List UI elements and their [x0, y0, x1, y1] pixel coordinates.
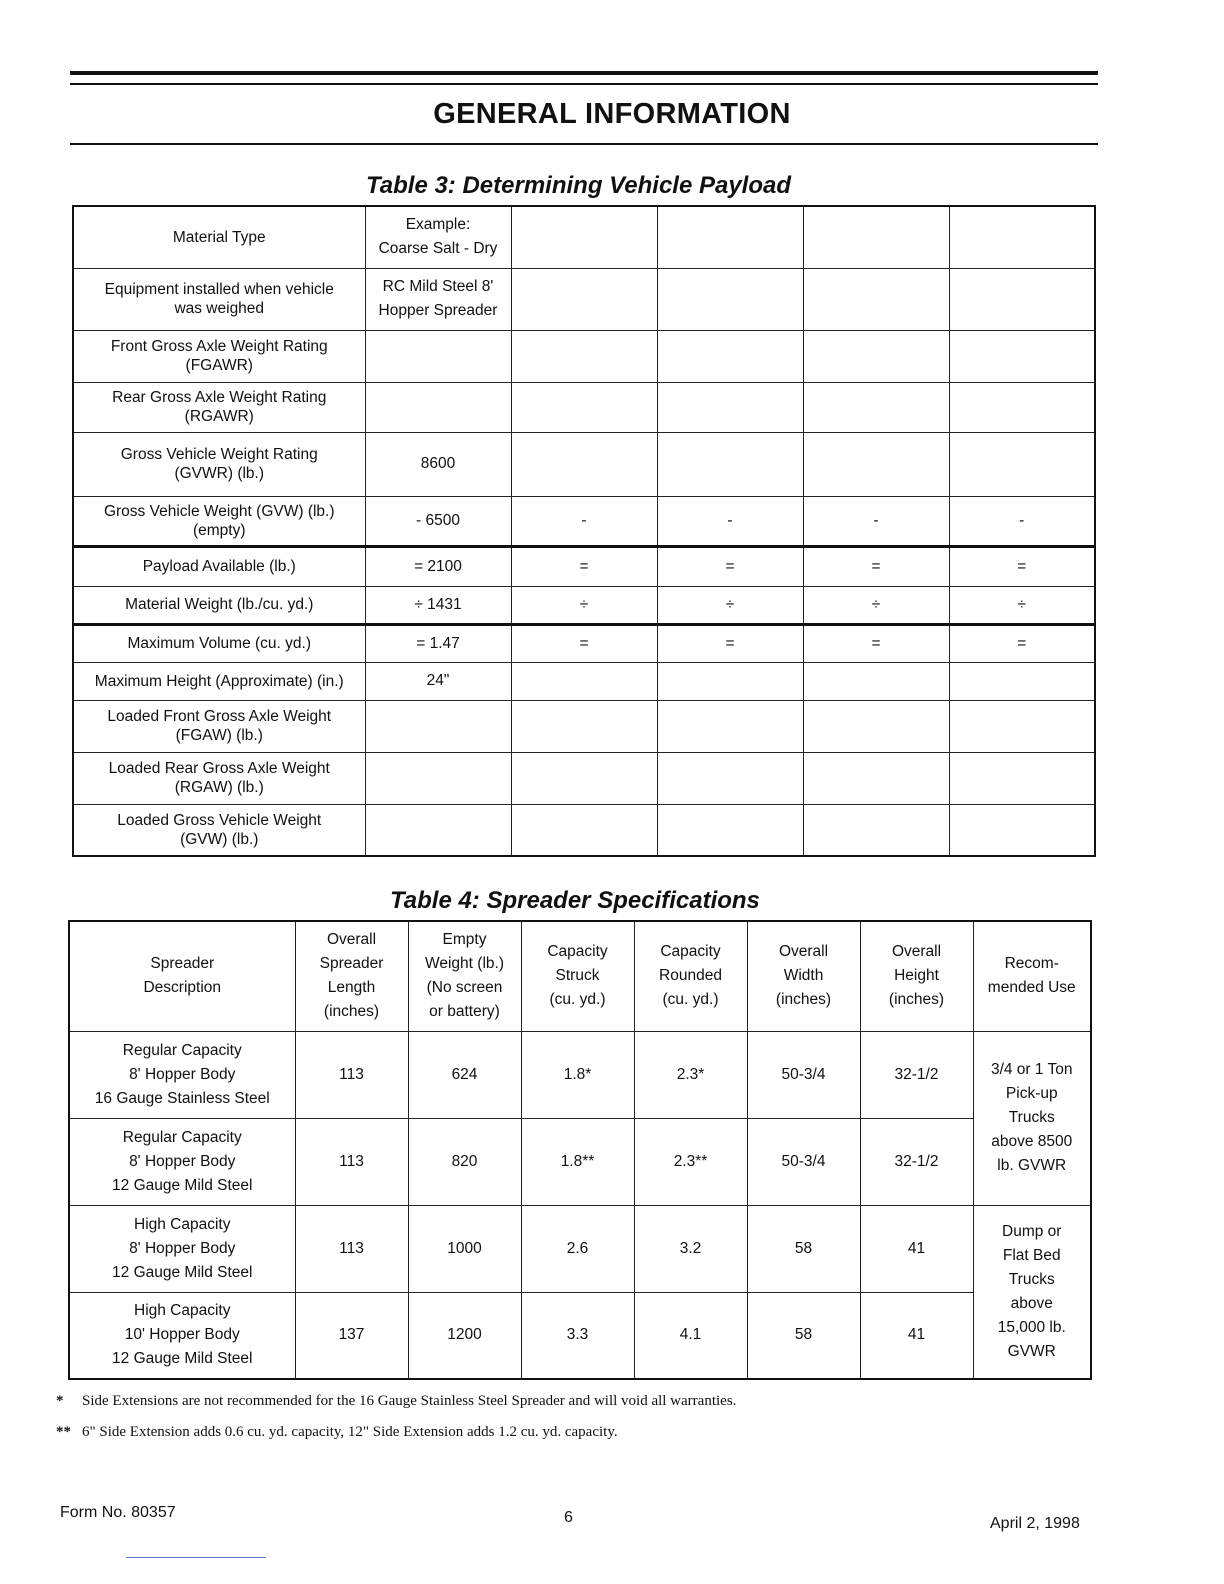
table-row	[73, 804, 1095, 856]
blank-entry-cell[interactable]: ÷	[511, 586, 657, 624]
row-label: Maximum Volume (cu. yd.)	[73, 624, 365, 662]
footer-link-underline	[126, 1557, 266, 1558]
blank-entry-cell[interactable]	[803, 382, 949, 432]
spec-width: 58	[747, 1205, 860, 1292]
spec-rounded: 4.1	[634, 1292, 747, 1379]
spec-height: 32-1/2	[860, 1031, 973, 1118]
spec-length: 113	[295, 1031, 408, 1118]
blank-entry-cell[interactable]	[657, 804, 803, 856]
table-row	[73, 700, 1095, 752]
blank-entry-cell[interactable]: =	[803, 546, 949, 586]
spec-height: 41	[860, 1292, 973, 1379]
spec-rounded: 2.3**	[634, 1118, 747, 1205]
blank-entry-cell[interactable]	[657, 206, 803, 268]
table-row	[69, 1205, 1091, 1292]
spec-description: Regular Capacity 8' Hopper Body 12 Gauge Mild Steel	[69, 1118, 295, 1205]
spec-width: 50-3/4	[747, 1118, 860, 1205]
blank-entry-cell[interactable]	[657, 432, 803, 496]
row-label: Loaded Front Gross Axle Weight (FGAW) (lb.)	[73, 700, 365, 752]
spec-description: Regular Capacity 8' Hopper Body 16 Gauge Stainless Steel	[69, 1031, 295, 1118]
page-heading: GENERAL INFORMATION	[433, 98, 791, 130]
column-header: Empty Weight (lb.) (No screen or battery)	[408, 921, 521, 1031]
blank-entry-cell[interactable]	[511, 382, 657, 432]
blank-entry-cell[interactable]: -	[511, 496, 657, 546]
top-rule-thin	[70, 83, 1098, 85]
spec-struck: 3.3	[521, 1292, 634, 1379]
example-value: Example: Coarse Salt - Dry	[365, 206, 511, 268]
blank-entry-cell[interactable]	[949, 804, 1095, 856]
spec-height: 32-1/2	[860, 1118, 973, 1205]
table-row	[73, 432, 1095, 496]
blank-entry-cell[interactable]: =	[949, 546, 1095, 586]
example-value: - 6500	[365, 496, 511, 546]
blank-entry-cell[interactable]: ÷	[949, 586, 1095, 624]
form-number: Form No. 80357	[60, 1504, 176, 1521]
table-row	[69, 1031, 1091, 1118]
table-row	[73, 330, 1095, 382]
example-value	[365, 330, 511, 382]
spec-width: 58	[747, 1292, 860, 1379]
blank-entry-cell[interactable]: -	[949, 496, 1095, 546]
blank-entry-cell[interactable]	[949, 268, 1095, 330]
spreader-spec-table	[68, 920, 1092, 1380]
recommended-use: 3/4 or 1 Ton Pick-up Trucks above 8500 lb. GVWR	[973, 1031, 1091, 1205]
spec-length: 113	[295, 1205, 408, 1292]
column-header: Recom- mended Use	[973, 921, 1091, 1031]
table-row	[69, 1292, 1091, 1379]
row-label: Gross Vehicle Weight Rating (GVWR) (lb.)	[73, 432, 365, 496]
table-row	[73, 752, 1095, 804]
table-row	[69, 1118, 1091, 1205]
spec-description: High Capacity 10' Hopper Body 12 Gauge Mild Steel	[69, 1292, 295, 1379]
spec-weight: 1200	[408, 1292, 521, 1379]
blank-entry-cell[interactable]: =	[657, 546, 803, 586]
blank-entry-cell[interactable]	[511, 700, 657, 752]
blank-entry-cell[interactable]: =	[657, 624, 803, 662]
row-label: Material Weight (lb./cu. yd.)	[73, 586, 365, 624]
footnote-2-mark: **	[56, 1424, 71, 1440]
spec-description: High Capacity 8' Hopper Body 12 Gauge Mild Steel	[69, 1205, 295, 1292]
column-header: Overall Height (inches)	[860, 921, 973, 1031]
blank-entry-cell[interactable]	[657, 382, 803, 432]
example-value: 8600	[365, 432, 511, 496]
row-label: Loaded Rear Gross Axle Weight (RGAW) (lb.)	[73, 752, 365, 804]
blank-entry-cell[interactable]	[949, 700, 1095, 752]
example-value	[365, 382, 511, 432]
row-label: Front Gross Axle Weight Rating (FGAWR)	[73, 330, 365, 382]
row-label: Material Type	[73, 206, 365, 268]
blank-entry-cell[interactable]	[511, 752, 657, 804]
table-row	[73, 268, 1095, 330]
column-header: Capacity Rounded (cu. yd.)	[634, 921, 747, 1031]
row-label: Payload Available (lb.)	[73, 546, 365, 586]
column-header: Overall Spreader Length (inches)	[295, 921, 408, 1031]
blank-entry-cell[interactable]: ÷	[803, 586, 949, 624]
table-row	[73, 624, 1095, 662]
blank-entry-cell[interactable]	[949, 382, 1095, 432]
table-row	[73, 382, 1095, 432]
blank-entry-cell[interactable]	[949, 662, 1095, 700]
row-label: Loaded Gross Vehicle Weight (GVW) (lb.)	[73, 804, 365, 856]
blank-entry-cell[interactable]	[803, 432, 949, 496]
example-value: = 1.47	[365, 624, 511, 662]
blank-entry-cell[interactable]	[949, 752, 1095, 804]
column-header: Spreader Description	[69, 921, 295, 1031]
column-header: Capacity Struck (cu. yd.)	[521, 921, 634, 1031]
page-number: 6	[564, 1509, 573, 1526]
table-row	[73, 206, 1095, 268]
footer-date: April 2, 1998	[990, 1515, 1080, 1532]
footnote-1-text: Side Extensions are not recommended for the 16 Gauge Stainless Steel Spreader and will void all warranties.	[82, 1393, 737, 1409]
footnote-2-text: 6" Side Extension adds 0.6 cu. yd. capacity, 12" Side Extension adds 1.2 cu. yd. capacity.	[82, 1424, 618, 1440]
table-row	[73, 546, 1095, 586]
blank-entry-cell[interactable]	[511, 206, 657, 268]
blank-entry-cell[interactable]: =	[949, 624, 1095, 662]
blank-entry-cell[interactable]	[949, 432, 1095, 496]
blank-entry-cell[interactable]: ÷	[657, 586, 803, 624]
blank-entry-cell[interactable]	[803, 268, 949, 330]
example-value: = 2100	[365, 546, 511, 586]
blank-entry-cell[interactable]: -	[657, 496, 803, 546]
example-value	[365, 752, 511, 804]
table-row	[73, 662, 1095, 700]
table-row	[73, 496, 1095, 546]
blank-entry-cell[interactable]: =	[511, 624, 657, 662]
spec-weight: 1000	[408, 1205, 521, 1292]
footnote-1-mark: *	[56, 1393, 64, 1409]
blank-entry-cell[interactable]	[511, 330, 657, 382]
row-label: Rear Gross Axle Weight Rating (RGAWR)	[73, 382, 365, 432]
table-row	[73, 586, 1095, 624]
table3-caption: Table 3: Determining Vehicle Payload	[366, 172, 792, 199]
example-value: ÷ 1431	[365, 586, 511, 624]
blank-entry-cell[interactable]	[511, 662, 657, 700]
spec-length: 137	[295, 1292, 408, 1379]
table4-caption: Table 4: Spreader Specifications	[390, 887, 760, 914]
spec-struck: 1.8*	[521, 1031, 634, 1118]
blank-entry-cell[interactable]	[657, 752, 803, 804]
row-label: Equipment installed when vehicle was weighed	[73, 268, 365, 330]
recommended-use: Dump or Flat Bed Trucks above 15,000 lb. GVWR	[973, 1205, 1091, 1379]
spec-height: 41	[860, 1205, 973, 1292]
blank-entry-cell[interactable]	[803, 330, 949, 382]
example-value	[365, 804, 511, 856]
header-row	[69, 921, 1091, 1031]
column-header: Overall Width (inches)	[747, 921, 860, 1031]
spec-length: 113	[295, 1118, 408, 1205]
example-value	[365, 700, 511, 752]
heading-underline	[70, 143, 1098, 145]
spec-struck: 1.8**	[521, 1118, 634, 1205]
blank-entry-cell[interactable]: =	[803, 624, 949, 662]
row-label: Gross Vehicle Weight (GVW) (lb.) (empty)	[73, 496, 365, 546]
blank-entry-cell[interactable]	[803, 804, 949, 856]
spec-rounded: 2.3*	[634, 1031, 747, 1118]
blank-entry-cell[interactable]	[657, 662, 803, 700]
blank-entry-cell[interactable]	[949, 330, 1095, 382]
example-value: 24"	[365, 662, 511, 700]
spec-weight: 820	[408, 1118, 521, 1205]
footnote-2	[56, 1424, 618, 1441]
spec-weight: 624	[408, 1031, 521, 1118]
spec-struck: 2.6	[521, 1205, 634, 1292]
blank-entry-cell[interactable]	[511, 804, 657, 856]
example-value: RC Mild Steel 8' Hopper Spreader	[365, 268, 511, 330]
spec-rounded: 3.2	[634, 1205, 747, 1292]
blank-entry-cell[interactable]	[511, 432, 657, 496]
blank-entry-cell[interactable]	[949, 206, 1095, 268]
blank-entry-cell[interactable]	[803, 206, 949, 268]
blank-entry-cell[interactable]: -	[803, 496, 949, 546]
blank-entry-cell[interactable]	[511, 268, 657, 330]
top-rule-thick	[70, 71, 1098, 75]
footnote-1	[56, 1393, 736, 1410]
blank-entry-cell[interactable]: =	[511, 546, 657, 586]
blank-entry-cell[interactable]	[657, 700, 803, 752]
blank-entry-cell[interactable]	[803, 662, 949, 700]
row-label: Maximum Height (Approximate) (in.)	[73, 662, 365, 700]
blank-entry-cell[interactable]	[657, 330, 803, 382]
blank-entry-cell[interactable]	[803, 700, 949, 752]
payload-table	[72, 205, 1096, 857]
spec-width: 50-3/4	[747, 1031, 860, 1118]
blank-entry-cell[interactable]	[803, 752, 949, 804]
blank-entry-cell[interactable]	[657, 268, 803, 330]
